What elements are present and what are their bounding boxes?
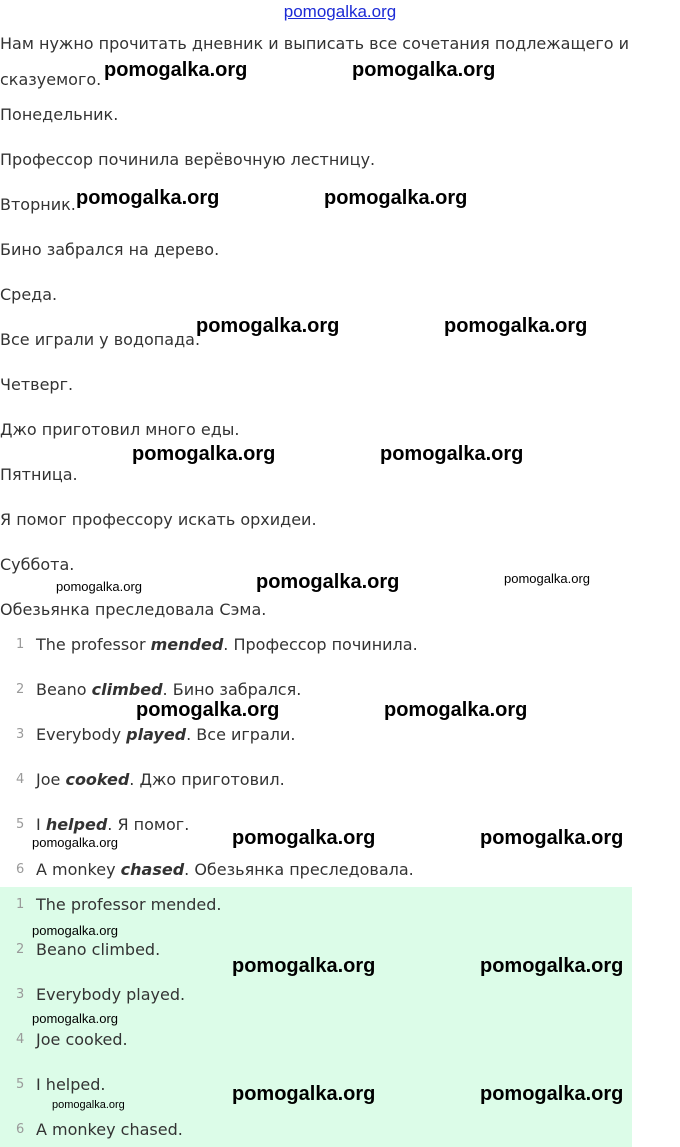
diary-day: Четверг. — [0, 375, 74, 394]
watermark-text: pomogalka.org — [232, 955, 376, 977]
answer-text: A monkey chased. — [36, 1120, 183, 1139]
answer-text: The professor mended. — [36, 895, 222, 914]
watermark-text: pomogalka.org — [352, 59, 496, 81]
item-text: Beano climbed. Бино забрался. — [36, 680, 302, 699]
watermark-text: pomogalka.org — [104, 59, 248, 81]
item-text: I helped. Я помог. — [36, 815, 190, 834]
watermark-text: pomogalka.org — [132, 443, 276, 465]
answer-text: Everybody played. — [36, 985, 186, 1004]
site-logo-link[interactable]: pomogalka.org — [283, 2, 397, 21]
diary-day: Понедельник. — [0, 105, 119, 124]
list-item — [0, 860, 680, 880]
watermark-text: pomogalka.org — [232, 1083, 376, 1105]
watermark-text: pomogalka.org — [480, 955, 624, 977]
item-number: 3 — [16, 727, 25, 742]
diary-sentence: Джо приготовил много еды. — [0, 420, 240, 439]
watermark-text: pomogalka.org — [232, 827, 376, 849]
item-number: 3 — [16, 987, 25, 1002]
diary-sentence: Профессор починила верёвочную лестницу. — [0, 150, 376, 169]
watermark-text: pomogalka.org — [196, 315, 340, 337]
item-number: 5 — [16, 1077, 25, 1092]
watermark-text: pomogalka.org — [504, 571, 590, 586]
answer-item — [0, 1030, 632, 1050]
intro-line-2: сказуемого. — [0, 70, 102, 89]
watermark-text: pomogalka.org — [56, 579, 142, 594]
list-item — [0, 725, 680, 745]
watermark-text: pomogalka.org — [32, 923, 118, 938]
item-number: 1 — [16, 637, 25, 652]
answer-item — [0, 895, 632, 915]
answer-text: I helped. — [36, 1075, 106, 1094]
watermark-text: pomogalka.org — [380, 443, 524, 465]
watermark-text: pomogalka.org — [444, 315, 588, 337]
answer-text: Beano climbed. — [36, 940, 161, 959]
diary-sentence: Обезьянка преследовала Сэма. — [0, 600, 267, 619]
watermark-text: pomogalka.org — [256, 571, 400, 593]
answer-item — [0, 985, 632, 1005]
item-text: A monkey chased. Обезьянка преследовала. — [36, 860, 414, 879]
diary-sentence: Бино забрался на дерево. — [0, 240, 220, 259]
item-text: Joe cooked. Джо приготовил. — [36, 770, 285, 789]
diary-sentence: Все играли у водопада. — [0, 330, 201, 349]
diary-day: Пятница. — [0, 465, 78, 484]
item-text: The professor mended. Профессор починила. — [36, 635, 418, 654]
item-number: 2 — [16, 682, 25, 697]
diary-day: Среда. — [0, 285, 58, 304]
answer-item — [0, 1120, 632, 1140]
diary-day: Суббота. — [0, 555, 75, 574]
item-number: 4 — [16, 772, 25, 787]
item-number: 6 — [16, 1122, 25, 1137]
watermark-text: pomogalka.org — [384, 699, 528, 721]
item-number: 5 — [16, 817, 25, 832]
item-text: Everybody played. Все играли. — [36, 725, 296, 744]
item-number: 4 — [16, 1032, 25, 1047]
list-item — [0, 635, 680, 655]
watermark-text: pomogalka.org — [76, 187, 220, 209]
item-number: 2 — [16, 942, 25, 957]
watermark-text: pomogalka.org — [32, 1011, 118, 1026]
diary-day: Вторник. — [0, 195, 76, 214]
watermark-text: pomogalka.org — [324, 187, 468, 209]
watermark-text: pomogalka.org — [480, 1083, 624, 1105]
watermark-text: pomogalka.org — [32, 835, 118, 850]
item-number: 6 — [16, 862, 25, 877]
item-number: 1 — [16, 897, 25, 912]
diary-sentence: Я помог профессору искать орхидеи. — [0, 510, 317, 529]
answer-text: Joe cooked. — [36, 1030, 128, 1049]
watermark-text: pomogalka.org — [480, 827, 624, 849]
watermark-text: pomogalka.org — [52, 1099, 125, 1111]
intro-line-1: Нам нужно прочитать дневник и выписать все сочетания подлежащего и — [0, 34, 630, 53]
list-item — [0, 680, 680, 700]
list-item — [0, 770, 680, 790]
watermark-text: pomogalka.org — [136, 699, 280, 721]
